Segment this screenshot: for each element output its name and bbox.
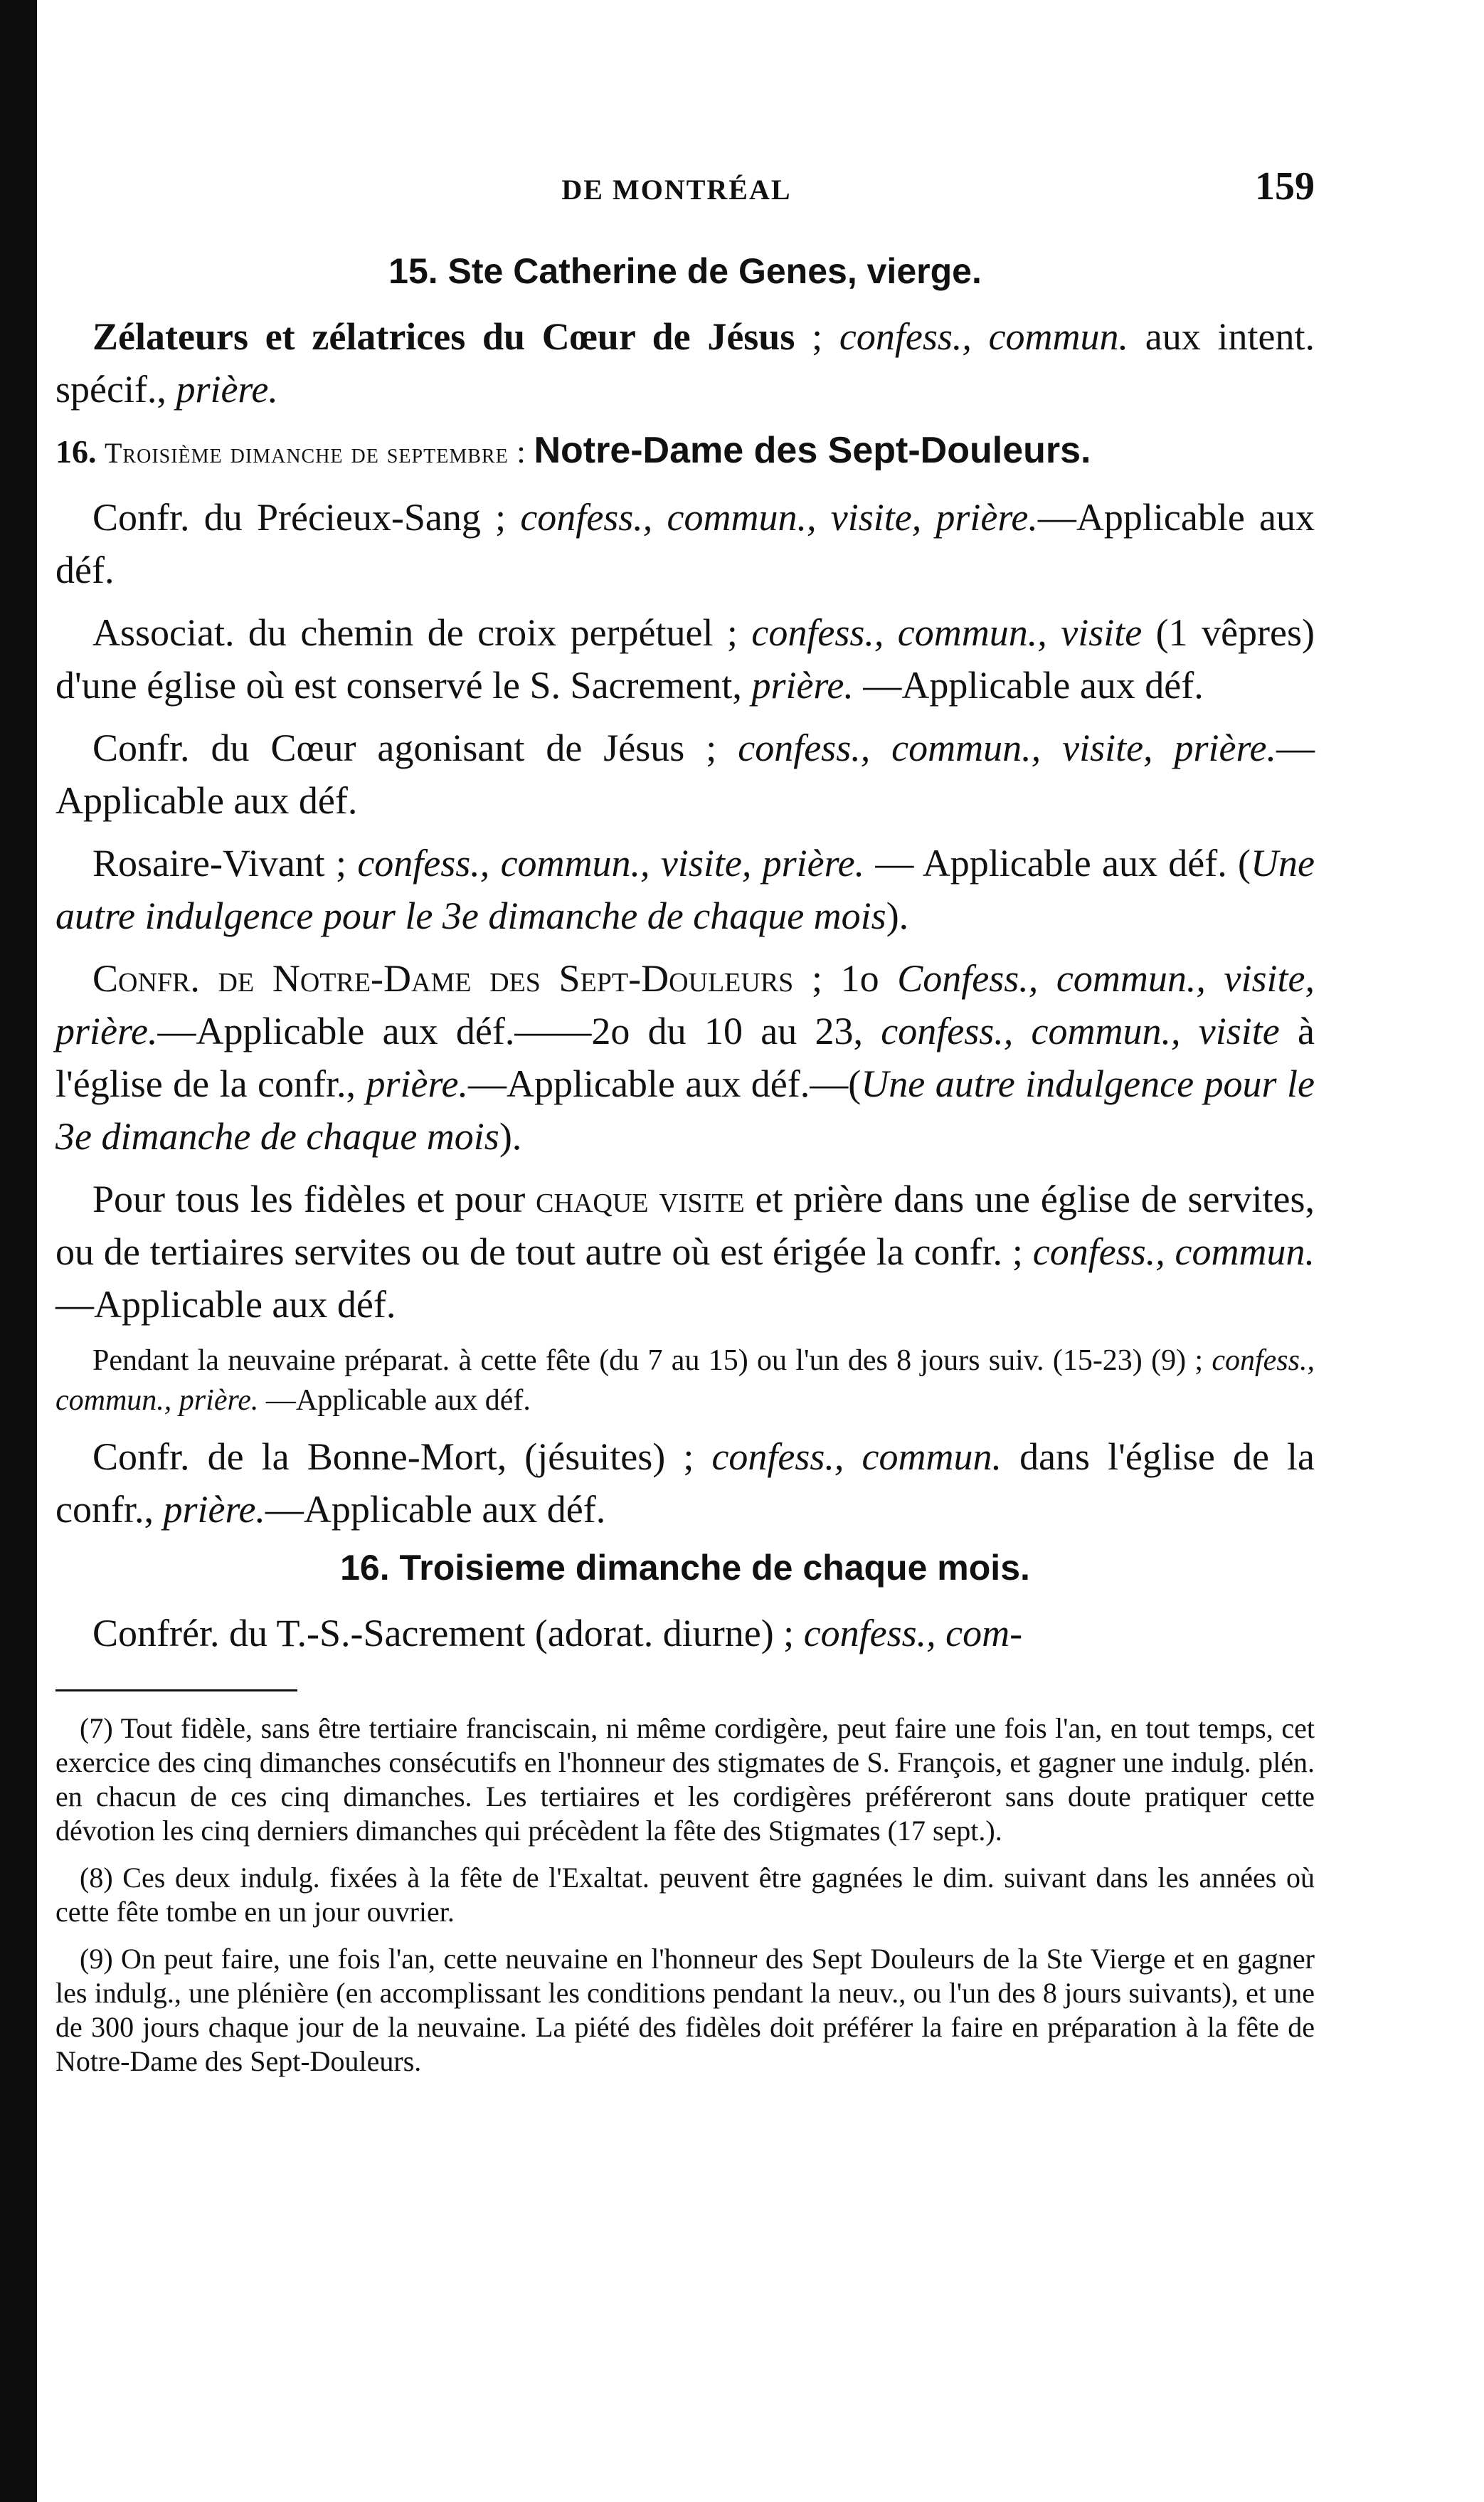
entry-sep: ; [665, 1435, 712, 1478]
entry-tail: —Applicable aux déf. [258, 1384, 531, 1417]
entry-bonne-mort [55, 1430, 1315, 1536]
footnote-9: (9) On peut faire, une fois l'an, cette neuvaine en l'honneur des Sept Douleurs de la Ste Vierge et en gagner les indulg., une plénière (en accomplissant les conditions pendant la neuv., ou l'un des 8 jours suivants), et une de 300 jours chaque jour de la neuvaine. La piété des fidèles doit préférer la faire en préparation à la fête de Notre-Dame des Sept-Douleurs. [55, 1943, 1315, 2077]
entry-mid: (1 vêpres) d'une église où est conservé le S. Sacrement, [55, 611, 1315, 707]
entry-mid: dans l'église de la confr., [55, 1435, 1315, 1531]
dateline-16 [55, 426, 1315, 478]
entry-sep: ; [684, 727, 738, 769]
entry-conditions-2: prière. [176, 368, 278, 411]
entry-sep: ; [713, 611, 752, 654]
entry-close: ). [499, 1115, 522, 1158]
entry-precieux-sang [55, 491, 1315, 596]
entry-conditions: Confess., commun., visite, prière. [55, 957, 1315, 1052]
entry-org: Confr. de la Bonne-Mort, (jésuites) [92, 1435, 666, 1478]
entry-conditions: confess., commun. [839, 315, 1129, 358]
footnote-8: (8) Ces deux indulg. fixées à la fête de l'Exaltat. peuvent être gagnées le dim. suivant dans les années où cette fête tombe en un jour ouvrier. [55, 1862, 1315, 1928]
running-head: DE MONTRÉAL [561, 174, 792, 206]
book-spine-edge [0, 0, 37, 2502]
entry-conditions: confess., commun., prière. [55, 1344, 1315, 1417]
entry-conditions: confess., commun. [711, 1435, 1002, 1478]
entry-conditions: confess., commun., visite, prière. [738, 727, 1276, 769]
entry-tail: —Applicable aux déf. [55, 727, 1315, 822]
entry-sept-douleurs [55, 952, 1315, 1163]
entry-lead: Pour tous les fidèles et pour [92, 1178, 536, 1220]
entry-mid: —Applicable aux déf.——2o du 10 au 23, [157, 1010, 881, 1052]
entry-org: Confr. de Notre-Dame des Sept-Douleurs [92, 957, 794, 1000]
entry-conditions: confess., commun., visite, prière. [520, 496, 1038, 539]
entry-conditions: confess., commun. [1032, 1230, 1315, 1273]
entry-neuvaine [55, 1341, 1315, 1420]
entry-org: Confr. du Précieux-Sang [92, 496, 481, 539]
entry-conditions: confess., com- [803, 1612, 1023, 1654]
entry-org: Associat. du chemin de croix perpétuel [92, 611, 714, 654]
book-page [55, 164, 1315, 2091]
entry-tail: —Applicable aux déf. [55, 1283, 396, 1326]
footnote-divider [55, 1689, 297, 1691]
dateline-number: 16. [55, 433, 105, 470]
entry-org: Zélateurs et zélatrices du Cœur de Jésus [92, 315, 795, 358]
entry-fideles-visite [55, 1173, 1315, 1331]
entry-tail: —Applicable aux déf. [55, 496, 1315, 591]
dateline-colon: : [508, 433, 534, 470]
entry-tail: — Applicable aux déf. ( [864, 842, 1251, 885]
entry-tail: —Applicable aux déf. [853, 664, 1204, 707]
entry-conditions-2: prière. [751, 664, 854, 707]
entry-note: Une autre indulgence pour le 3e dimanche de chaque mois [55, 1062, 1315, 1158]
entry-chemin-de-croix [55, 606, 1315, 712]
entry-conditions: confess., commun., visite, prière. [357, 842, 865, 885]
entry-sep: ; [480, 496, 521, 539]
entry-mid: et prière dans une église de servites, ou de tertiaires servites ou de tout autre où est érigée la confr. ; [55, 1178, 1315, 1273]
entry-coeur-agonisant [55, 722, 1315, 827]
dateline-occasion: Troisième dimanche de septembre [105, 437, 509, 469]
entry-tail: —Applicable aux déf.—( [467, 1062, 862, 1105]
day-heading-15: 15. Ste Catherine de Genes, vierge. [388, 251, 982, 291]
entry-mid: (adorat. diurne) ; [525, 1612, 804, 1654]
entry-tail: aux intent. spécif., [55, 315, 1315, 411]
entry-org: Rosaire-Vivant [92, 842, 325, 885]
entry-sep: ; [324, 842, 358, 885]
entry-close: ). [886, 894, 909, 937]
entry-org: Confr. du Cœur agonisant de Jésus [92, 727, 685, 769]
entry-conditions-2: prière. [163, 1488, 265, 1531]
entry-saint-sacrement [55, 1607, 1315, 1659]
entry-rosaire-vivant [55, 837, 1315, 942]
entry-sep: ; [795, 315, 839, 358]
entry-tail: —Applicable aux déf. [265, 1488, 606, 1531]
entry-zelateurs [55, 310, 1315, 416]
page-header [55, 164, 1315, 209]
entry-mid-2: à l'église de la confr., [55, 1010, 1315, 1105]
entry-note: Une autre indulgence pour le 3e dimanche de chaque mois [55, 842, 1315, 937]
footnote-7: (7) Tout fidèle, sans être tertiaire franciscain, ni même cordigère, peut faire une fois l'an, en tout temps, cet exercice des cinq dimanches consécutifs en l'honneur des stigmates de S. François, et gagner une indulg. plén. en chacun de ces cinq dimanches. Les tertiaires et les cordigères préféreront sans doute pratiquer cette dévotion les cinq derniers dimanches qui précèdent la fête des Stigmates (17 sept.). [55, 1712, 1315, 1847]
entry-smallcaps: chaque visite [536, 1178, 745, 1220]
entry-org: Confrér. du T.-S.-Sacrement [92, 1612, 526, 1654]
entry-text: Pendant la neuvaine préparat. à cette fête (du 7 au 15) ou l'un des 8 jours suiv. (15-23) (9) ; [92, 1344, 1212, 1377]
entry-conditions-3: prière. [366, 1062, 468, 1105]
entry-conditions-2: confess., commun., visite [881, 1010, 1280, 1052]
entry-conditions: confess., commun., visite [751, 611, 1143, 654]
dateline-feast: Notre-Dame des Sept-Douleurs. [534, 430, 1091, 471]
day-heading-16-monthly: 16. Troisieme dimanche de chaque mois. [340, 1548, 1030, 1588]
entry-sep: ; 1o [793, 957, 898, 1000]
page-number: 159 [1255, 164, 1315, 208]
